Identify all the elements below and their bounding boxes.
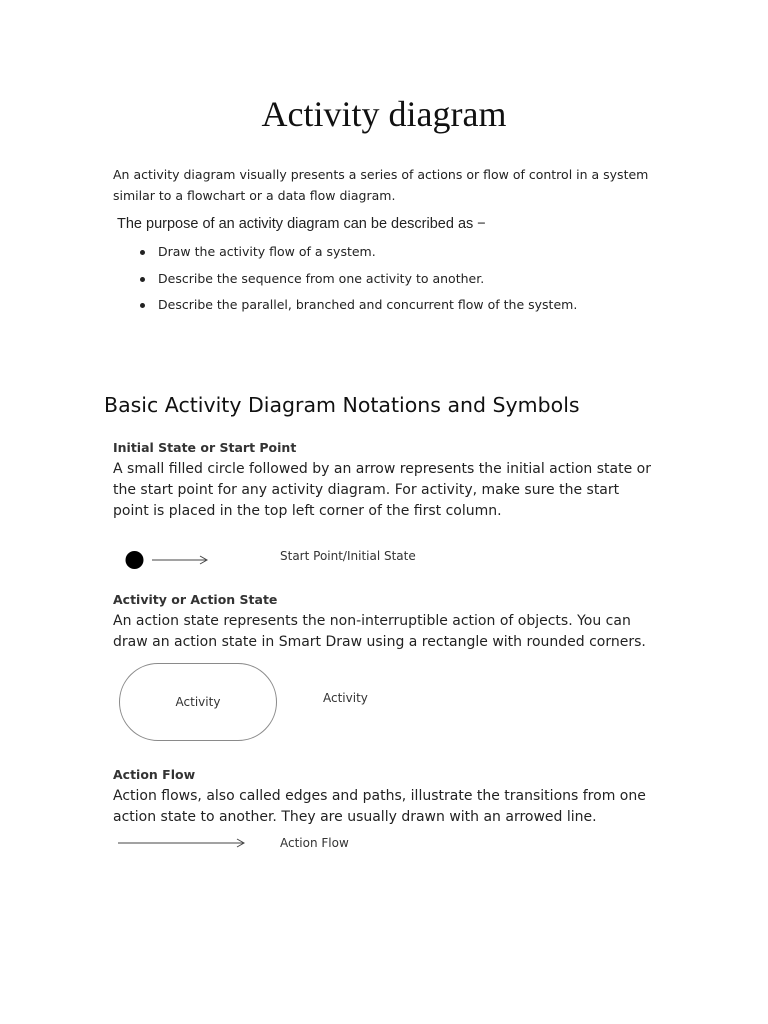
list-item: Draw the activity flow of a system.: [138, 242, 698, 269]
start-point-circle: [126, 551, 144, 569]
activity-shape-text: Activity: [175, 695, 221, 709]
purpose-list: [138, 242, 698, 322]
initial-state-heading: Initial State or Start Point: [113, 440, 297, 455]
purpose-lead: The purpose of an activity diagram can be described as −: [117, 216, 486, 232]
action-state-heading: Activity or Action State: [113, 592, 278, 607]
page-title: Activity diagram: [261, 94, 507, 134]
activity-label: Activity: [323, 691, 368, 705]
start-point-label: Start Point/Initial State: [280, 549, 416, 563]
intro-paragraph: An activity diagram visually presents a series of actions or flow of control in a system similar to a flowchart or a data flow diagram.: [113, 167, 649, 203]
list-item: Describe the sequence from one activity to another.: [138, 269, 698, 296]
section-heading: Basic Activity Diagram Notations and Symbols: [104, 393, 580, 417]
action-flow-arrow: [118, 836, 248, 850]
initial-state-description: A small filled circle followed by an arrow represents the initial action state or the start point for any activity diagram. For activity, make sure the start point is placed in the top left corner of the first column.: [113, 461, 651, 519]
list-item: Describe the parallel, branched and concurrent flow of the system.: [138, 295, 698, 322]
activity-shape: [119, 663, 277, 741]
action-flow-heading: Action Flow: [113, 767, 196, 782]
start-point-symbol: [124, 549, 214, 571]
action-flow-description: Action flows, also called edges and paths, illustrate the transitions from one action state to another. They are usually drawn with an arrowed line.: [113, 788, 646, 825]
action-flow-label: Action Flow: [280, 836, 349, 850]
action-state-description: An action state represents the non-interruptible action of objects. You can draw an action state in Smart Draw using a rectangle with rounded corners.: [113, 613, 646, 650]
